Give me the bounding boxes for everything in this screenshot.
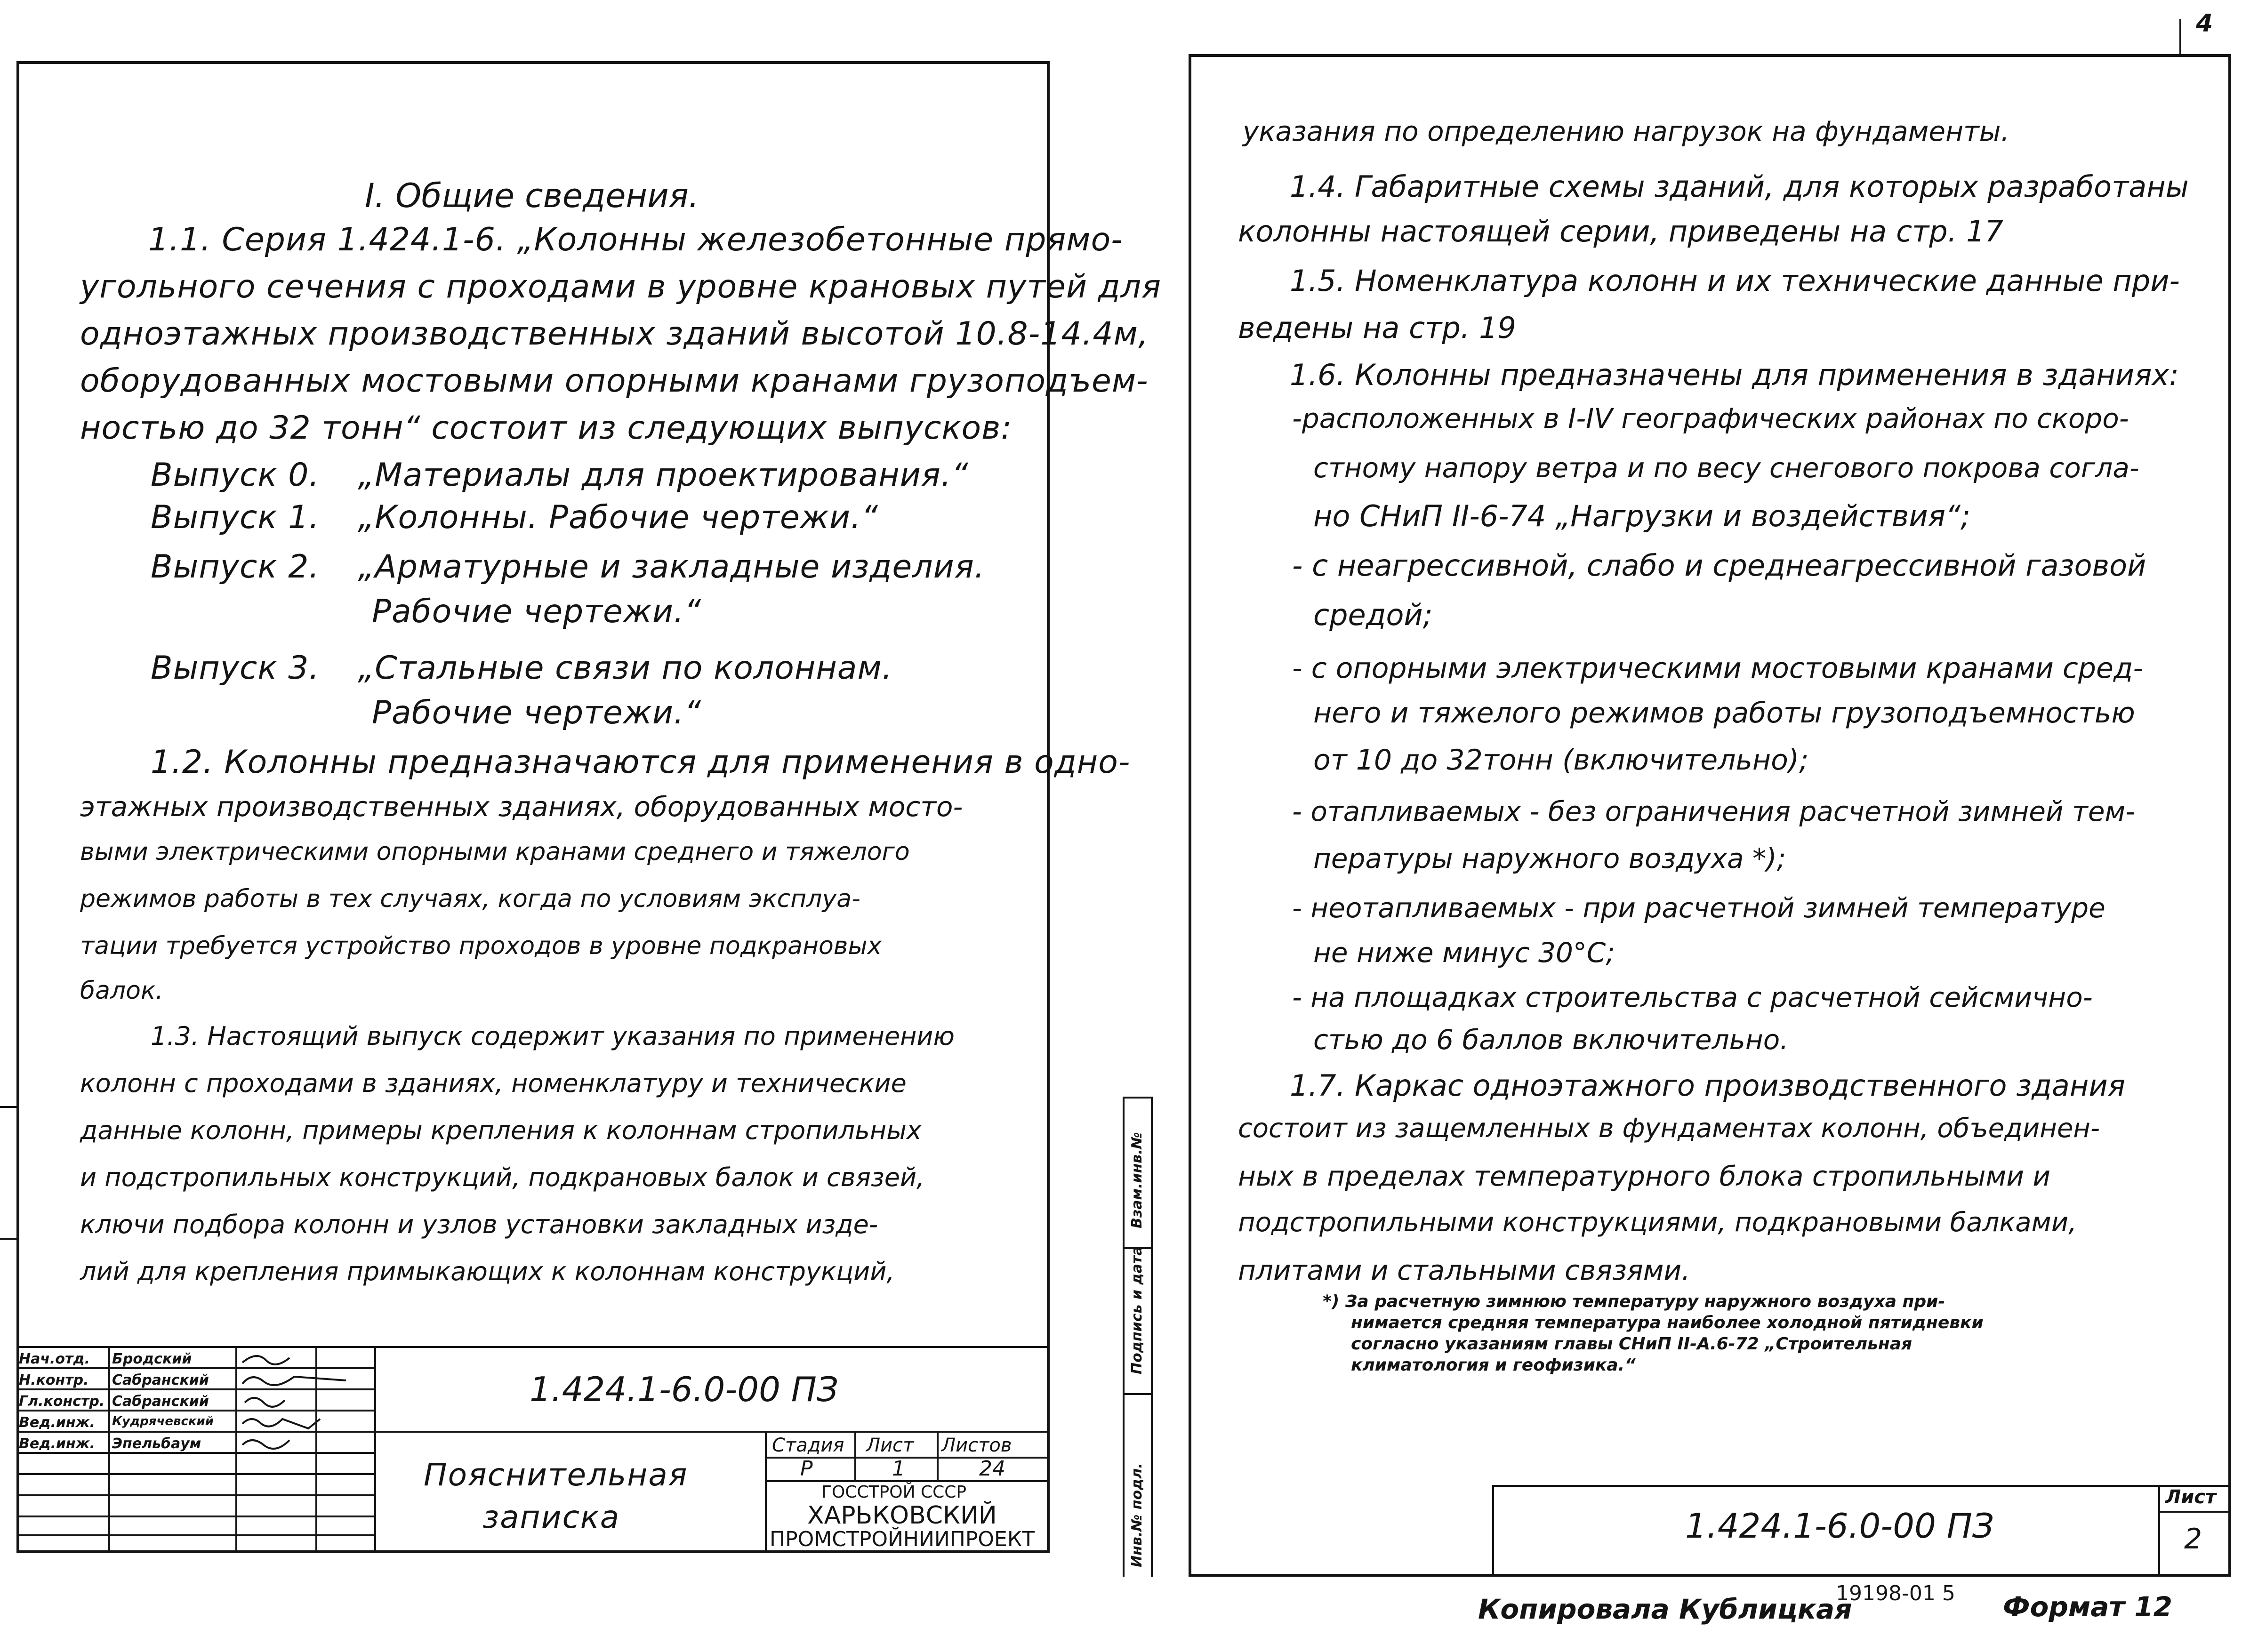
text-line: 1.2. Колонны предназначаются для применения в одно-: [151, 744, 1131, 781]
text-line: колонны настоящей серии, приведены на стр. 17: [1238, 214, 2003, 249]
issue-text: „Арматурные и закладные изделия.: [358, 548, 985, 585]
text-line: него и тяжелого режимов работы грузоподъемностью: [1313, 697, 2135, 730]
text-line: ведены на стр. 19: [1238, 311, 1516, 345]
stamp-name: Эпельбаум: [112, 1435, 201, 1452]
val-stage: Р: [800, 1457, 813, 1481]
issue-text: „Стальные связи по колоннам.: [358, 650, 893, 687]
text-line: и подстропильных конструкций, подкрановых балок и связей,: [80, 1163, 925, 1192]
text-line: - на площадках строительства с расчетной сейсмично-: [1292, 981, 2093, 1013]
doc-title-1: Пояснительная: [424, 1457, 688, 1493]
col-stage: Стадия: [772, 1435, 844, 1456]
stamp-number: 19198-01 5: [1836, 1581, 1955, 1605]
text-line: 1.4. Габаритные схемы зданий, для которых разработаны: [1290, 169, 2189, 204]
stamp-role: Вед.инж.: [19, 1435, 95, 1452]
doc-code: 1.424.1-6.0-00 ПЗ: [530, 1370, 839, 1409]
col-sheet: Лист: [866, 1435, 914, 1456]
text-line: 1.7. Каркас одноэтажного производственного здания: [1290, 1068, 2126, 1103]
org-line-3: ПРОМСТРОЙНИИПРОЕКТ: [770, 1527, 1035, 1551]
text-line: стному напору ветра и по весу снегового покрова согла-: [1313, 452, 2139, 484]
section-title: I. Общие сведения.: [365, 176, 699, 215]
text-line: данные колонн, примеры крепления к колоннам стропильных: [80, 1115, 922, 1145]
text-line: - с опорными электрическими мостовыми кранами сред-: [1292, 652, 2144, 685]
text-line: ных в пределах температурного блока стропильными и: [1238, 1160, 2051, 1192]
issue-text: „Материалы для проектирования.“: [358, 457, 969, 494]
text-line: 1.6. Колонны предназначены для применения в зданиях:: [1290, 358, 2179, 392]
text-line: оборудованных мостовыми опорными кранами грузоподъем-: [80, 362, 1149, 400]
stamp-name: Бродский: [112, 1351, 192, 1367]
page-marker: 4: [2196, 9, 2213, 38]
text-line: от 10 до 32тонн (включительно);: [1313, 744, 1809, 777]
text-line: одноэтажных производственных зданий высотой 10.8-14.4м,: [80, 315, 1149, 353]
sheet-label: Лист: [2165, 1486, 2217, 1508]
text-line: выми электрическими опорными кранами среднего и тяжелого: [80, 838, 910, 866]
text-line: тации требуется устройство проходов в уровне подкрановых: [80, 932, 882, 960]
issue-label: Выпуск 1.: [151, 499, 320, 536]
doc-title-2: записка: [482, 1499, 620, 1535]
right-doc-code: 1.424.1-6.0-00 ПЗ: [1685, 1506, 1994, 1546]
text-line: плитами и стальными связями.: [1238, 1254, 1690, 1286]
text-line: не ниже минус 30°С;: [1313, 937, 1615, 969]
copied-by: Копировала Кублицкая: [1478, 1593, 1852, 1625]
text-line: -расположенных в I-IV географических районах по скоро-: [1292, 402, 2129, 434]
issue-label: Выпуск 0.: [151, 457, 320, 494]
text-line: ключи подбора колонн и узлов установки закладных изде-: [80, 1210, 878, 1239]
text-line: 1.5. Номенклатура колонн и их технические данные при-: [1290, 264, 2180, 298]
text-line: состоит из защемленных в фундаментах колонн, объединен-: [1238, 1113, 2100, 1144]
text-line: - с неагрессивной, слабо и среднеагрессивной газовой: [1292, 548, 2146, 583]
stamp-name: Сабранский: [112, 1372, 209, 1388]
format-label: Формат 12: [2003, 1591, 2172, 1623]
issue-label: Выпуск 2.: [151, 548, 320, 585]
side-label: Взам.инв.№: [1129, 1132, 1145, 1228]
text-line: колонн с проходами в зданиях, номенклатуру и технические: [80, 1068, 907, 1098]
issue-label: Выпуск 3.: [151, 650, 320, 687]
text-line: - неотапливаемых - при расчетной зимней температуре: [1292, 892, 2105, 924]
text-line: указания по определению нагрузок на фундаменты.: [1243, 115, 2010, 147]
val-sheets: 24: [979, 1457, 1005, 1481]
side-label: Подпись и дата: [1129, 1246, 1145, 1374]
stamp-role: Нач.отд.: [19, 1351, 90, 1367]
text-line: но СНиП II-6-74 „Нагрузки и воздействия“;: [1313, 499, 1970, 533]
text-line: подстропильными конструкциями, подкрановыми балками,: [1238, 1207, 2077, 1238]
text-line: средой;: [1313, 598, 1433, 632]
footnote-line: климатология и геофизика.“: [1351, 1355, 1636, 1375]
issue-text: „Колонны. Рабочие чертежи.“: [358, 499, 878, 536]
side-label: Инв.№ подл.: [1129, 1463, 1145, 1567]
text-line: 1.3. Настоящий выпуск содержит указания по применению: [151, 1021, 955, 1051]
signatures: [238, 1348, 360, 1452]
text-line: этажных производственных зданиях, оборудованных мосто-: [80, 791, 963, 823]
text-line: - отапливаемых - без ограничения расчетной зимней тем-: [1292, 795, 2136, 827]
text-line: ностью до 32 тонн“ состоит из следующих выпусков:: [80, 409, 1012, 447]
issue-text: Рабочие чертежи.“: [372, 694, 701, 731]
issue-text: Рабочие чертежи.“: [372, 593, 701, 630]
stamp-role: Вед.инж.: [19, 1414, 95, 1431]
footnote-line: нимается средняя температура наиболее холодной пятидневки: [1351, 1313, 1984, 1332]
val-sheet: 1: [892, 1457, 905, 1481]
text-line: балок.: [80, 977, 163, 1005]
text-line: угольного сечения с проходами в уровне крановых путей для: [80, 268, 1162, 305]
text-line: лий для крепления примыкающих к колоннам конструкций,: [80, 1257, 895, 1286]
text-line: стью до 6 баллов включительно.: [1313, 1024, 1789, 1056]
org-line-2: ХАРЬКОВСКИЙ: [807, 1501, 997, 1530]
stamp-name: Сабранский: [112, 1393, 209, 1410]
text-line: режимов работы в тех случаях, когда по условиям эксплуа-: [80, 885, 860, 913]
stamp-role: Н.контр.: [19, 1372, 89, 1388]
col-sheets: Листов: [941, 1435, 1012, 1456]
footnote-line: *) За расчетную зимнюю температуру наружного воздуха при-: [1323, 1292, 1945, 1311]
text-line: 1.1. Серия 1.424.1-6. „Колонны железобетонные прямо-: [148, 221, 1123, 258]
stamp-name: Кудрячевский: [112, 1414, 214, 1428]
stamp-role: Гл.констр.: [19, 1393, 105, 1410]
text-line: пературы наружного воздуха *);: [1313, 842, 1786, 874]
org-line-1: ГОССТРОЙ СССР: [821, 1483, 967, 1502]
footnote-line: согласно указаниям главы СНиП II-А.6-72 „Строительная: [1351, 1334, 1912, 1354]
sheet-number: 2: [2184, 1523, 2202, 1556]
